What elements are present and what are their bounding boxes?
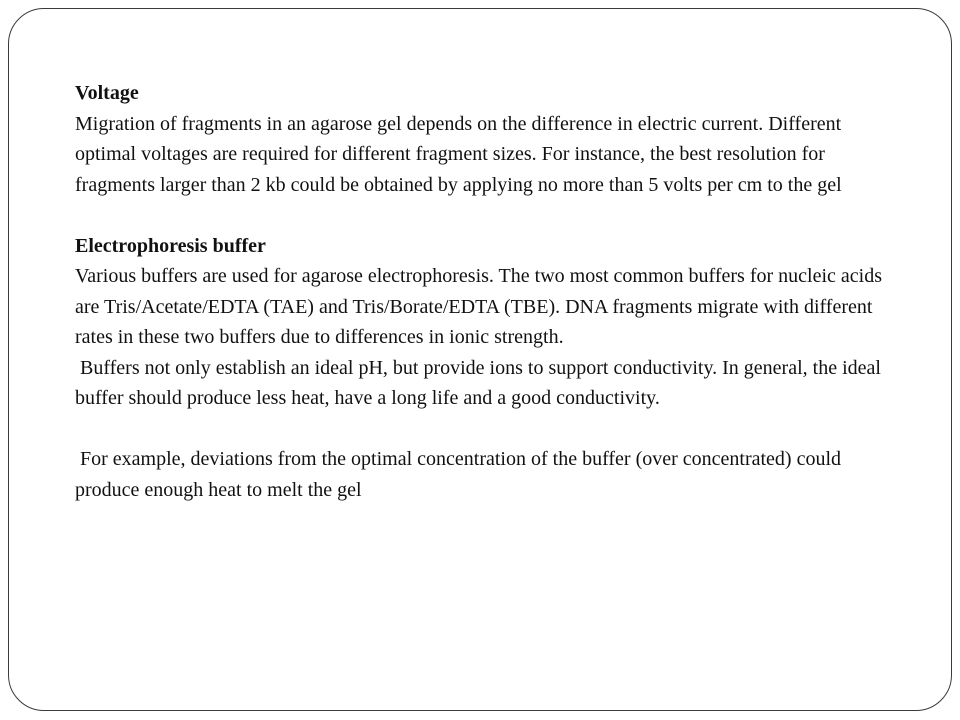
slide-content (75, 78, 905, 505)
buffer-paragraph-2: Buffers not only establish an ideal pH, but provide ions to support conductivity. In general, the ideal buffer should produce less heat, have a long life and a good conductivity. (75, 356, 886, 409)
voltage-body: Migration of fragments in an agarose gel depends on the difference in electric current. Different optimal voltages are required for different fragment sizes. For instance, the best resolution for fragments larger than 2 kb could be obtained by applying no more than 5 volts per cm to the gel (75, 112, 847, 196)
buffer-paragraph-1: Various buffers are used for agarose electrophoresis. The two most common buffers for nucleic acids are Tris/Acetate/EDTA (TAE) and Tris/Borate/EDTA (TBE). DNA fragments migrate with different rates in these two buffers due to differences in ionic strength. (75, 265, 887, 348)
spacer (75, 200, 905, 231)
buffer-paragraph-3: For example, deviations from the optimal concentration of the buffer (over concentrated) could produce enough heat to melt the gel (75, 448, 847, 501)
spacer (75, 414, 905, 445)
voltage-heading: Voltage (75, 82, 139, 104)
buffer-heading: Electrophoresis buffer (75, 234, 266, 257)
